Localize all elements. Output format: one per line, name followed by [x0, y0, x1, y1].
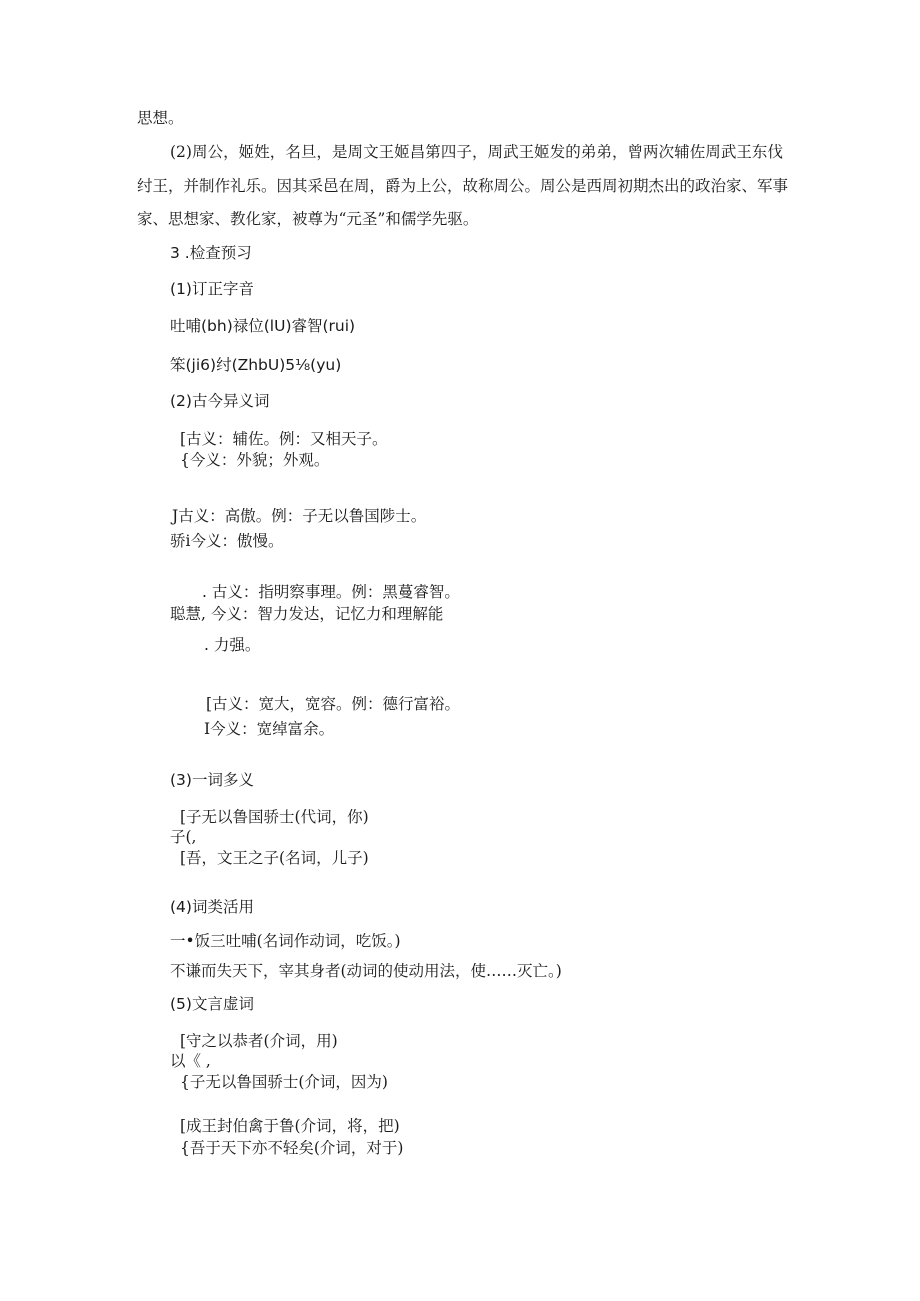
- entry-line: 骄i今义：傲慢。: [170, 532, 284, 550]
- subsection-heading: (3)一词多义: [170, 771, 254, 789]
- entry-line: {吾于天下亦不轻矣(介词，对于): [180, 1139, 404, 1157]
- entry-line: [古义：辅佐。例：又相天子。: [180, 430, 388, 448]
- entry-line: I今义：宽绰富余。: [204, 720, 335, 738]
- entry-line: [守之以恭者(介词，用): [180, 1032, 338, 1050]
- entry-line: [古义：宽大，宽容。例：德行富裕。: [206, 695, 461, 713]
- entry-line: {子无以鲁国骄士(介词，因为): [180, 1073, 388, 1091]
- entry-line: 以《 ,: [170, 1052, 211, 1070]
- paragraph-line: 纣王，并制作礼乐。因其采邑在周，爵为上公，故称周公。周公是西周初期杰出的政治家、军事: [137, 177, 789, 195]
- entry-line: [吾，文王之子(名词，儿子): [180, 849, 369, 867]
- section-heading: 3 .检查预习: [170, 244, 252, 262]
- subsection-heading: (1)订正字音: [170, 280, 254, 298]
- entry-line: {今义：外貌；外观。: [180, 451, 330, 469]
- entry-line: [子无以鲁国骄士(代词，你): [180, 808, 369, 826]
- entry-line: 聪慧, 今义：智力发达，记忆力和理解能: [170, 605, 444, 623]
- entry-line: 一•饭三吐哺(名词作动词，吃饭。): [170, 932, 401, 950]
- entry-line: . 力强。: [204, 636, 261, 654]
- entry-line: 子(,: [170, 828, 197, 846]
- subsection-heading: (2)古今异义词: [170, 392, 270, 410]
- entry-line: 不谦而失天下，宰其身者(动词的使动用法，使……灭亡。): [170, 962, 562, 980]
- entry-line: . 古义：指明察事理。例：黑蔓睿智。: [202, 583, 460, 601]
- paragraph-line: 家、思想家、教化家，被尊为“元圣”和儒学先驱。: [137, 210, 479, 228]
- subsection-heading: (5)文言虚词: [170, 995, 254, 1013]
- entry-line: [成王封伯禽于鲁(介词，将，把): [180, 1117, 400, 1135]
- entry-line: J古义：高傲。例：子无以鲁国陟士。: [172, 507, 427, 525]
- pronunciation-line: 笨(ji6)纣(ZhbU)5⅛(yu): [170, 356, 342, 374]
- pronunciation-line: 吐哺(bh)禄位(lU)睿智(rui): [170, 317, 356, 335]
- paragraph-line: 思想。: [137, 109, 184, 127]
- subsection-heading: (4)词类活用: [170, 898, 254, 916]
- paragraph-line: (2)周公，姬姓，名旦，是周文王姬昌第四子，周武王姬发的弟弟，曾两次辅佐周武王东伐: [170, 143, 783, 161]
